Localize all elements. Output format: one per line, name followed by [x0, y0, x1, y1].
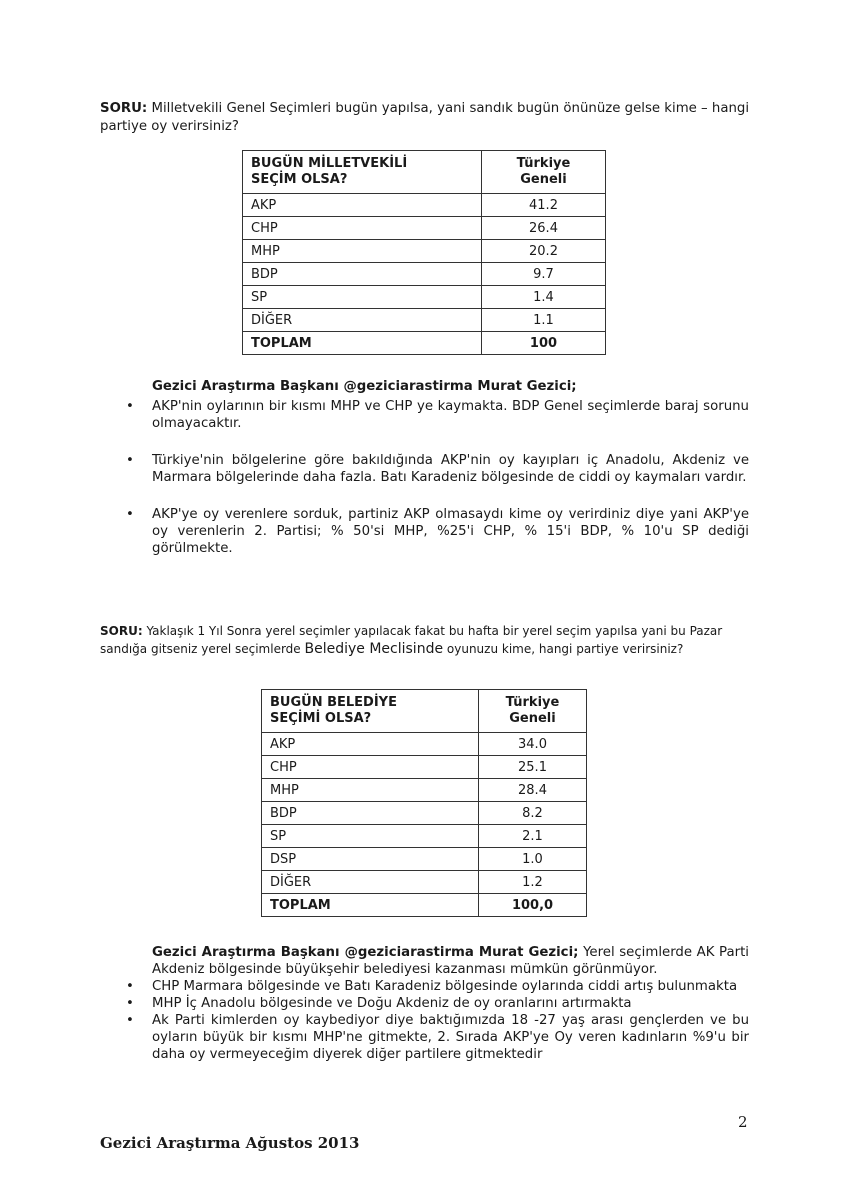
total-label-cell: TOPLAM [243, 332, 482, 355]
bullet-icon: • [126, 507, 134, 522]
question-1 [100, 100, 750, 136]
commentary-intro-paragraph [152, 944, 749, 978]
value-cell: 1.2 [479, 871, 587, 894]
value-header-line-1: Türkiye [505, 695, 560, 710]
table-header-row [243, 151, 606, 194]
party-column-header [243, 151, 482, 194]
table-total-row [262, 894, 587, 917]
table-row [243, 286, 606, 309]
value-cell: 26.4 [482, 217, 606, 240]
party-cell: MHP [243, 240, 482, 263]
bullet-icon: • [126, 399, 134, 414]
party-cell: CHP [262, 756, 479, 779]
table-header-row [262, 690, 587, 733]
list-item-text: CHP Marmara bölgesinde ve Batı Karadeniz bölgesinde oylarında ciddi artış bulunmakta [152, 979, 738, 994]
value-cell: 2.1 [479, 825, 587, 848]
party-header-line-1: BUGÜN MİLLETVEKİLİ [251, 156, 408, 171]
question-2 [100, 622, 750, 658]
value-cell: 20.2 [482, 240, 606, 263]
table-row [262, 871, 587, 894]
party-header-line-2: SEÇİMİ OLSA? [270, 711, 372, 726]
party-cell: DSP [262, 848, 479, 871]
list-item [126, 1012, 749, 1063]
value-column-header [482, 151, 606, 194]
total-label-cell: TOPLAM [262, 894, 479, 917]
party-column-header [262, 690, 479, 733]
party-cell: SP [262, 825, 479, 848]
bullet-icon: • [126, 996, 134, 1011]
page-number: 2 [738, 1113, 748, 1131]
table-row [243, 217, 606, 240]
question-1-label: SORU: [100, 101, 148, 116]
party-header-line-1: BUGÜN BELEDİYE [270, 695, 397, 710]
value-cell: 28.4 [479, 779, 587, 802]
commentary-2 [126, 944, 750, 1063]
value-column-header [479, 690, 587, 733]
party-cell: AKP [262, 733, 479, 756]
table-row [262, 756, 587, 779]
list-item-text: MHP İç Anadolu bölgesinde ve Doğu Akdeniz de oy oranlarını artırmakta [152, 996, 632, 1011]
value-cell: 1.0 [479, 848, 587, 871]
value-cell: 34.0 [479, 733, 587, 756]
commentary-heading: Gezici Araştırma Başkanı @geziciarastirma Murat Gezici; [152, 379, 577, 394]
commentary-intro: Yerel seçimlerde AK Parti Akdeniz bölgesinde büyükşehir belediyesi kazanması mümkün görünmüyor. [152, 945, 750, 977]
commentary-heading: Gezici Araştırma Başkanı @geziciarastirma Murat Gezici; [152, 945, 579, 960]
table-row [262, 802, 587, 825]
page-footer: Gezici Araştırma Ağustos 2013 [100, 1134, 360, 1152]
party-cell: BDP [262, 802, 479, 825]
party-cell: CHP [243, 217, 482, 240]
party-header-line-2: SEÇİM OLSA? [251, 172, 348, 187]
list-item [126, 506, 749, 557]
party-cell: DİĞER [243, 309, 482, 332]
table-total-row [243, 332, 606, 355]
party-cell: DİĞER [262, 871, 479, 894]
table-row [262, 779, 587, 802]
value-header-line-1: Türkiye [516, 156, 571, 171]
value-cell: 25.1 [479, 756, 587, 779]
list-item-text: AKP'nin oylarının bir kısmı MHP ve CHP ye kaymakta. BDP Genel seçimlerde baraj sorunu olmayacaktır. [152, 399, 749, 431]
table-row [243, 194, 606, 217]
bullet-icon: • [126, 979, 134, 994]
local-election-table [261, 689, 587, 917]
table-row [243, 240, 606, 263]
list-item [126, 978, 749, 995]
value-cell: 9.7 [482, 263, 606, 286]
question-2-text-after: oyunuzu kime, hangi partiye verirsiniz? [446, 642, 684, 656]
value-header-line-2: Geneli [509, 711, 556, 726]
list-item-text: Ak Parti kimlerden oy kaybediyor diye baktığımızda 18 -27 yaş arası gençlerden ve bu oyların büyük bir kısmı MHP'ne gitmekte, 2. Sırada AKP'ye Oy veren kadınların %9'u bir daha oy vermeyeceğim diyerek diğer partilere gitmektedir [152, 1013, 749, 1062]
list-item [126, 995, 749, 1012]
list-item-text: AKP'ye oy verenlere sorduk, partiniz AKP olmasaydı kime oy verirdiniz diye yani AKP'ye oy verenlerin 2. Partisi; % 50'si MHP, %25'i CHP, % 15'i BDP, % 10'u SP dediği görülmekte. [152, 507, 749, 556]
party-cell: BDP [243, 263, 482, 286]
party-cell: MHP [262, 779, 479, 802]
total-value-cell: 100 [482, 332, 606, 355]
party-cell: SP [243, 286, 482, 309]
commentary-1 [126, 378, 749, 557]
question-1-text: Milletvekili Genel Seçimleri bugün yapılsa, yani sandık bugün önünüze gelse kime – hangi partiye oy verirsiniz? [100, 101, 750, 134]
table-row [262, 848, 587, 871]
party-cell: AKP [243, 194, 482, 217]
value-cell: 8.2 [479, 802, 587, 825]
table-row [262, 825, 587, 848]
list-item-text: Türkiye'nin bölgelerine göre bakıldığında AKP'nin oy kayıpları iç Anadolu, Akdeniz ve Marmara bölgelerinde daha fazla. Batı Karadeniz bölgesinde de ciddi oy kaymaları vardır. [152, 453, 749, 485]
table-row [243, 309, 606, 332]
table-row [243, 263, 606, 286]
table-row [262, 733, 587, 756]
value-cell: 41.2 [482, 194, 606, 217]
list-item [126, 398, 749, 432]
value-cell: 1.4 [482, 286, 606, 309]
bullet-icon: • [126, 1013, 134, 1028]
list-item [126, 452, 749, 486]
total-value-cell: 100,0 [479, 894, 587, 917]
value-cell: 1.1 [482, 309, 606, 332]
bullet-icon: • [126, 453, 134, 468]
question-2-label: SORU: [100, 624, 143, 638]
general-election-table [242, 150, 606, 355]
question-2-emphasis: Belediye Meclisinde [304, 641, 444, 657]
question-2-text-before: Yaklaşık 1 Yıl Sonra yerel seçimler yapılacak fakat bu hafta bir yerel seçim yapılsa yani bu Pazar sandığa gitseniz yerel seçimlerde [100, 624, 723, 656]
value-header-line-2: Geneli [520, 172, 567, 187]
